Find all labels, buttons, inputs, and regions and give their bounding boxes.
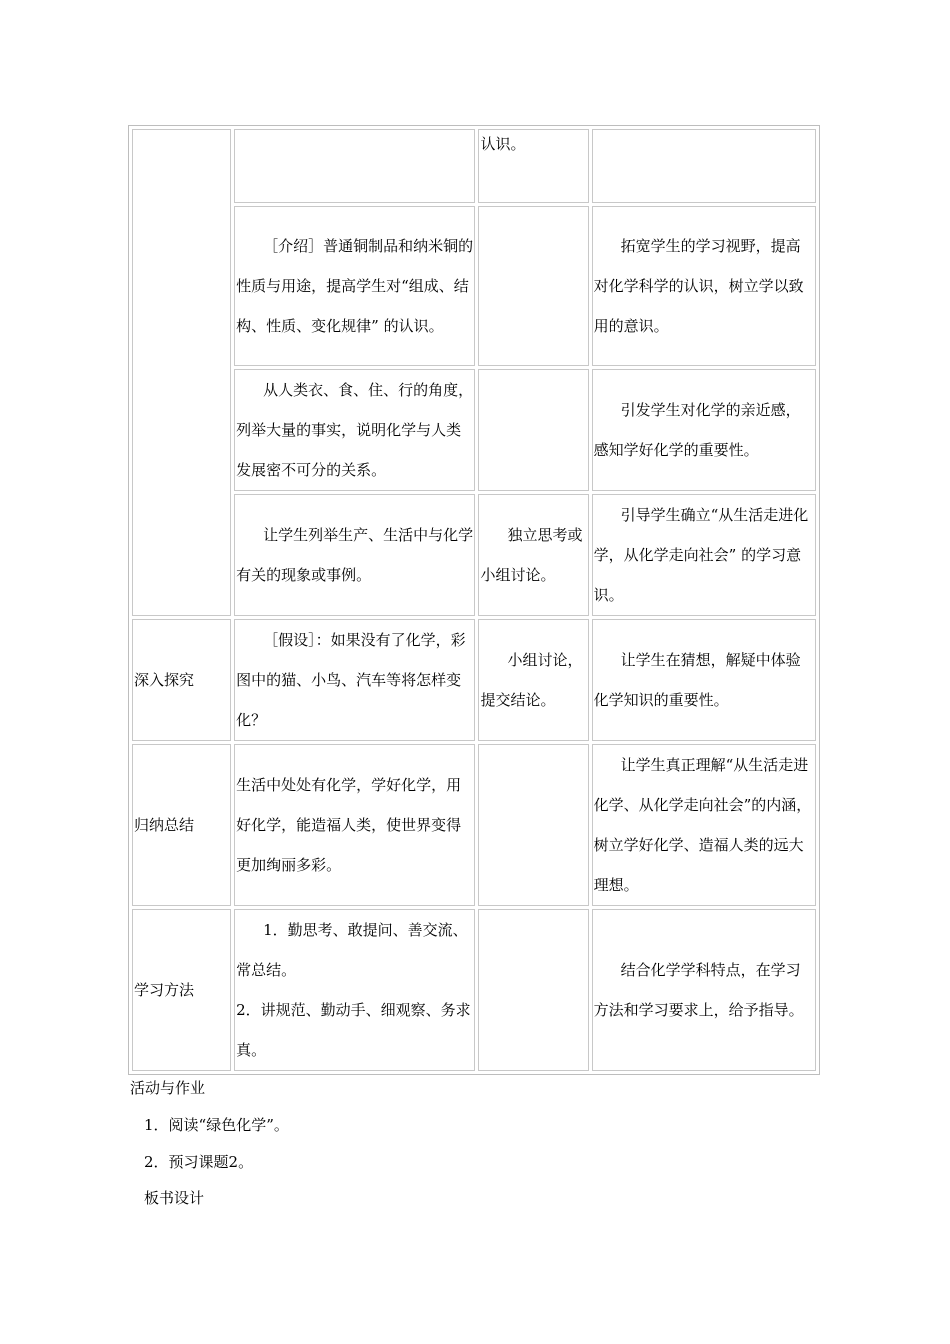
- method-item: 1．勤思考、敢提问、善交流、常总结。: [236, 921, 468, 979]
- activity-cell: 从人类衣、食、住、行的角度，列举大量的事实，说明化学与人类发展密不可分的关系。: [234, 369, 475, 491]
- homework-item: 2．预习课题2。: [144, 1153, 254, 1171]
- activity-cell: ［介绍］普通铜制品和纳米铜的性质与用途，提高学生对“组成、结构、性质、变化规律” 的认识。: [234, 206, 475, 366]
- table-row: [132, 619, 816, 741]
- intent-cell: 引发学生对化学的亲近感，感知学好化学的重要性。: [592, 369, 816, 491]
- table-row: [132, 206, 816, 366]
- stage-cell: 深入探究: [132, 619, 231, 741]
- activity-cell: [234, 129, 475, 203]
- table-row: [132, 744, 816, 906]
- table-row: [132, 129, 816, 203]
- student-cell: [478, 909, 588, 1071]
- intent-cell: 让学生在猜想，解疑中体验化学知识的重要性。: [592, 619, 816, 741]
- table-row: [132, 909, 816, 1071]
- student-cell: [478, 369, 588, 491]
- stage-cell: 学习方法: [132, 909, 231, 1071]
- table-row: [132, 494, 816, 616]
- stage-cell: [132, 129, 231, 616]
- activity-cell: ［假设］：如果没有了化学，彩图中的猫、小鸟、汽车等将怎样变化？: [234, 619, 475, 741]
- board-design-heading: 板书设计: [144, 1189, 205, 1207]
- student-cell: [478, 744, 588, 906]
- intent-cell: [592, 129, 816, 203]
- student-cell: 认识。: [478, 129, 588, 203]
- student-cell: 独立思考或小组讨论。: [478, 494, 588, 616]
- intent-cell: 结合化学学科特点，在学习方法和学习要求上，给予指导。: [592, 909, 816, 1071]
- table-row: [132, 369, 816, 491]
- student-cell: [478, 206, 588, 366]
- intent-cell: 让学生真正理解“从生活走进化学、从化学走向社会”的内涵，树立学好化学、造福人类的远大理想。: [592, 744, 816, 906]
- activity-cell: [234, 909, 475, 1071]
- method-item: 2．讲规范、勤动手、细观察、务求真。: [236, 1001, 471, 1059]
- intent-cell: 拓宽学生的学习视野，提高对化学科学的认识，树立学以致用的意识。: [592, 206, 816, 366]
- activity-cell: 生活中处处有化学，学好化学，用好化学，能造福人类，使世界变得更加绚丽多彩。: [234, 744, 475, 906]
- homework-item: 1．阅读“绿色化学”。: [144, 1116, 289, 1134]
- intent-cell: 引导学生确立“从生活走进化学，从化学走向社会” 的学习意识。: [592, 494, 816, 616]
- section-heading: 活动与作业: [130, 1079, 206, 1097]
- stage-cell: 归纳总结: [132, 744, 231, 906]
- student-cell: 小组讨论，提交结论。: [478, 619, 588, 741]
- activity-cell: 让学生列举生产、生活中与化学有关的现象或事例。: [234, 494, 475, 616]
- lesson-plan-table: [128, 125, 820, 1075]
